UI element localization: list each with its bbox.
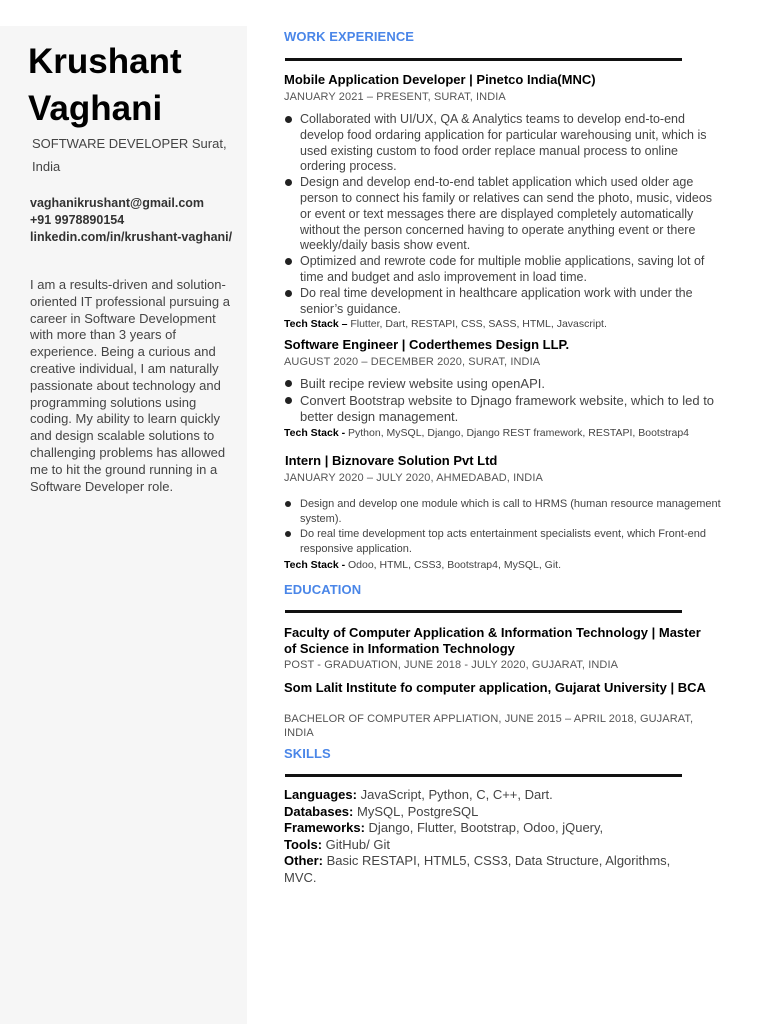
list-item: Collaborated with UI/UX, QA & Analytics teams to develop end-to-end develop food ordaring application for particular warehousing unit, which is used existing custom to food order replace manual process to online ordering process. [284, 112, 724, 175]
list-item: Design and develop end-to-end tablet application which used older age person to connect his family or relatives can send the photo, music, videos or event or text messages there are displayed completely automatically without the person concerned having to operate anything event or there weekly/daily basis show event. [284, 175, 724, 254]
tech-stack-value: Odoo, HTML, CSS3, Bootstrap4, MySQL, Git. [348, 559, 561, 571]
job-bullets [284, 376, 724, 426]
tech-stack-label: Tech Stack - [284, 427, 346, 439]
email-link[interactable]: vaghanikrushant@gmail.com [30, 196, 205, 210]
skill-row [284, 820, 684, 837]
name-line-2: Vaghani [28, 89, 163, 128]
skill-label: Tools: [284, 836, 323, 852]
tech-stack-value: Flutter, Dart, RESTAPI, CSS, SASS, HTML, Javascript. [350, 318, 607, 330]
section-divider [285, 610, 682, 613]
skill-row [284, 853, 684, 886]
section-divider [285, 774, 682, 777]
job-meta: JANUARY 2021 – PRESENT, SURAT, INDIA [284, 91, 506, 103]
education-meta: BACHELOR OF COMPUTER APPLIATION, JUNE 2015 – APRIL 2018, GUJARAT, INDIA [284, 713, 694, 739]
candidate-name [28, 38, 238, 132]
tech-stack-label: Tech Stack – [284, 318, 348, 330]
job-title: Software Engineer | Coderthemes Design LLP. [284, 337, 570, 352]
list-item: Do real time development in healthcare application work with under the senior’s guidance. [284, 286, 724, 318]
skill-label: Languages: [284, 787, 357, 802]
skill-value: MySQL, PostgreSQL [357, 803, 479, 819]
contact-block [30, 195, 245, 246]
skill-row [284, 787, 684, 804]
list-item: Do real time development top acts entertainment specialists event, which Front-end responsive application. [284, 527, 724, 557]
headline: SOFTWARE DEVELOPER Surat, India [32, 136, 227, 174]
section-divider [285, 58, 682, 61]
job-meta: AUGUST 2020 – DECEMBER 2020, SURAT, INDIA [284, 356, 541, 368]
skill-label: Other: [284, 853, 323, 869]
job-title: Intern | Biznovare Solution Pvt Ltd [285, 453, 498, 468]
list-item: Convert Bootstrap website to Djnago framework website, which to led to better design management. [284, 393, 724, 426]
list-item: Built recipe review website using openAPI. [284, 376, 724, 393]
job-title: Mobile Application Developer | Pinetco India(MNC) [284, 72, 596, 87]
skill-value: Django, Flutter, Bootstrap, Odoo, jQuery, [368, 820, 604, 836]
linkedin-link[interactable]: linkedin.com/in/krushant-vaghani/ [30, 230, 233, 244]
job-bullets [284, 112, 724, 317]
tech-stack [284, 317, 724, 331]
skill-value: Basic RESTAPI, HTML5, CSS3, Data Structure, Algorithms, MVC. [284, 853, 671, 885]
skills-list [284, 787, 684, 887]
skill-label: Frameworks: [284, 820, 365, 836]
profile-summary: I am a results-driven and solution-oriented IT professional pursuing a career in Software Development with more than 3 years of experience. Being a curious and creative individual, I am naturally passionate about technology and programming solutions using coding. My ability to learn quickly and design scalable solutions to challenging problems has allowed me to hit the ground running in a Software Developer role. [30, 277, 230, 494]
tech-stack [284, 558, 724, 572]
education-heading: EDUCATION [284, 582, 362, 597]
skill-row [284, 804, 684, 821]
education-meta: POST - GRADUATION, JUNE 2018 - JULY 2020, GUJARAT, INDIA [284, 659, 619, 671]
job-bullets [284, 497, 724, 557]
tech-stack [284, 426, 724, 440]
job-meta: JANUARY 2020 – JULY 2020, AHMEDABAD, INDIA [284, 472, 543, 484]
skill-value: GitHub/ Git [325, 836, 390, 852]
list-item: Optimized and rewrote code for multiple moblie applications, saving lot of time and budget and aslo improvement in load time. [284, 254, 724, 286]
skills-heading: SKILLS [284, 746, 331, 761]
phone-number: +91 9978890154 [30, 213, 125, 227]
skill-row [284, 837, 684, 854]
education-title: Faculty of Computer Application & Information Technology | Master of Science in Information Technology [284, 625, 701, 656]
list-item: Design and develop one module which is call to HRMS (human resource management system). [284, 497, 724, 527]
work-experience-heading: WORK EXPERIENCE [284, 29, 415, 44]
tech-stack-label: Tech Stack - [284, 559, 346, 571]
education-title: Som Lalit Institute fo computer application, Gujarat University | BCA [284, 680, 706, 695]
name-line-1: Krushant [28, 42, 182, 81]
skill-label: Databases: [284, 803, 354, 819]
skill-value: JavaScript, Python, C, C++, Dart. [360, 787, 553, 802]
tech-stack-value: Python, MySQL, Django, Django REST framework, RESTAPI, Bootstrap4 [348, 427, 690, 439]
